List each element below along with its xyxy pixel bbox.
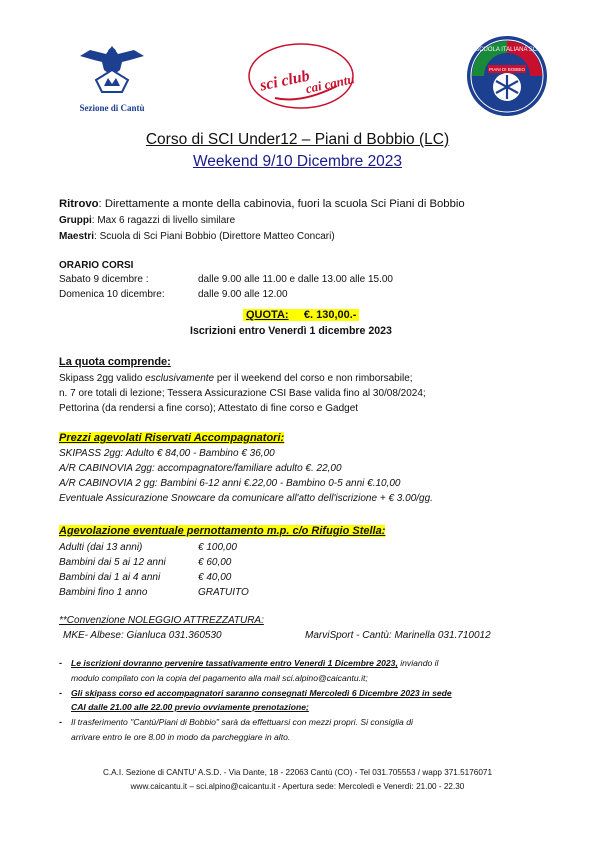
ski-school-logo [466,35,548,117]
page-title: Corso di SCI Under12 – Piani d Bobbio (LC) [145,131,450,148]
pernottamento-price-3: € 40,00 [198,572,232,583]
iscrizioni-deadline: Iscrizioni entro Venerdì 1 dicembre 2023 [190,325,392,337]
page-subtitle: Weekend 9/10 Dicembre 2023 [192,153,403,170]
accompagnatori-line-3: A/R CABINOVIA 2 gg: Bambini 6-12 anni €.22,00 - Bambino 0-5 anni €.10,00 [59,478,401,489]
orario-day-1: Sabato 9 dicembre : [59,274,149,285]
pernottamento-price-2: € 60,00 [198,557,232,568]
orario-time-1: dalle 9.00 alle 11.00 e dalle 13.00 alle 15.00 [198,274,393,285]
pernottamento-price-4: GRATUITO [198,587,249,598]
accompagnatori-heading: Prezzi agevolati Riservati Accompagnatori: [59,432,285,444]
note-3-line-2: arrivare entro le ore 8.00 in modo da parcheggiare in alto. [71,732,291,742]
noleggio-left: MKE- Albese: Gianluca 031.360530 [63,630,222,641]
note-1-line-2: modulo compilato con la copia del pagamento alla mail sci.alpino@caicantu.it; [71,673,368,683]
footer-address: C.A.I. Sezione di CANTU' A.S.D. - Via Dante, 18 - 22063 Cantù (CO) - Tel 031.705553 / wapp 371.5176071 [102,768,493,777]
accompagnatori-line-2: A/R CABINOVIA 2gg: accompagnatore/familiare adulto €. 22,00 [59,463,342,474]
maestri-row [59,231,335,242]
cai-section-name: Sezione di Cantù [79,103,145,113]
pernottamento-label-2: Bambini dai 5 ai 12 anni [59,557,166,568]
orario-time-2: dalle 9.00 alle 12.00 [198,289,288,300]
comprende-line-2: n. 7 ore totali di lezione; Tessera Assicurazione CSI Base valida fino al 30/08/2024; [59,388,426,399]
sci-club-logo [245,40,357,112]
quota-value: €. 130,00.- [303,309,357,321]
quota-box [243,309,359,321]
cai-logo [72,40,152,113]
ritrovo-value: : Direttamente a monte della cabinovia, fuori la scuola Sci Piani di Bobbio [98,198,465,210]
note-2-line-2: CAI dalle 21.00 alle 22.00 previo ovviamente prenotazione; [71,702,309,712]
gruppi-value: : Max 6 ragazzi di livello similare [91,215,236,226]
maestri-label: Maestri [59,231,95,242]
note-bullet-3: - [59,717,62,727]
orario-day-2: Domenica 10 dicembre: [59,289,165,300]
note-bullet-2: - [59,688,62,698]
note-2-line-1: Gli skipass corso ed accompagnatori saranno consegnati Mercoledì 6 Dicembre 2023 in sede [71,688,452,698]
svg-text:PIANI DI BOBBIO: PIANI DI BOBBIO [488,67,526,72]
comprende-line-3: Pettorina (da rendersi a fine corso); Attestato di fine corso e Gadget [59,403,359,414]
pernottamento-heading: Agevolazione eventuale pernottamento m.p. c/o Rifugio Stella: [59,525,386,537]
pernottamento-label-3: Bambini dai 1 ai 4 anni [59,572,161,583]
pernottamento-label-1: Adulti (dai 13 anni) [59,542,143,553]
ritrovo-row [59,198,465,210]
noleggio-right: MarviSport - Cantù: Marinella 031.710012 [305,630,491,641]
footer-contacts: www.caicantu.it – sci.alpino@caicantu.it - Apertura sede: Mercoledì e Venerdì: 21.00 - 22.30 [130,782,465,791]
pernottamento-price-1: € 100,00 [198,542,237,553]
accompagnatori-line-4: Eventuale Assicurazione Snowcare da comunicare all'atto dell'iscrizione + € 3.00/gg. [59,493,433,504]
comprende-heading: La quota comprende: [59,356,171,368]
svg-text:sci club: sci club [258,67,312,95]
quota-label: QUOTA: [246,309,289,321]
cai-eagle-icon [72,40,152,98]
note-1-line-1: Le iscrizioni dovranno pervenire tassativamente entro Venerdì 1 Dicembre 2023, inviando il [71,658,439,668]
pernottamento-label-4: Bambini fino 1 anno [59,587,148,598]
orario-heading: ORARIO CORSI [59,260,134,271]
svg-text:SCUOLA ITALIANA SCI: SCUOLA ITALIANA SCI [475,47,539,53]
gruppi-label: Gruppi [59,215,92,226]
comprende-line-1: Skipass 2gg valido esclusivamente per il weekend del corso e non rimborsabile; [59,373,413,384]
svg-text:cai cantu: cai cantu [304,71,356,97]
noleggio-heading: **Convenzione NOLEGGIO ATTREZZATURA: [59,615,264,626]
note-3-line-1: Il trasferimento "Cantù/Piani di Bobbio" sarà da effettuarsi con mezzi propri. Si consiglia di [71,717,413,727]
maestri-value: : Scuola di Sci Piani Bobbio (Direttore Matteo Concari) [94,231,335,242]
note-bullet-1: - [59,658,62,668]
gruppi-row [59,215,235,226]
ritrovo-label: Ritrovo [59,198,99,210]
accompagnatori-line-1: SKIPASS 2gg: Adulto € 84,00 - Bambino € 36,00 [59,448,275,459]
